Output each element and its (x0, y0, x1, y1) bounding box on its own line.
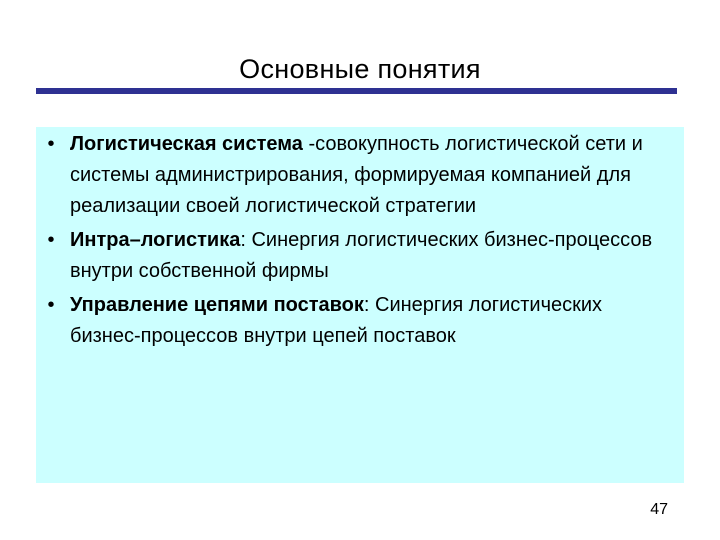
bullet-text: : Синергия логистических бизнес-процессов внутри собственной фирмы (70, 229, 653, 282)
page-number: 47 (650, 501, 668, 518)
bullet-term: Логистическая система (70, 133, 303, 155)
bullet-item-supply-chain (36, 290, 656, 352)
slide-title: Основные понятия (239, 54, 481, 84)
bullet-term: Управление цепями поставок (70, 294, 364, 316)
title-underline (36, 88, 677, 94)
bullet-text: : Синергия логистических бизнес-процессов внутри цепей поставок (70, 294, 603, 347)
content-panel (36, 127, 684, 483)
bullet-icon: • (47, 294, 55, 316)
bullet-icon: • (47, 229, 55, 251)
bullet-list (36, 129, 656, 355)
bullet-item-logistics-system (36, 129, 656, 222)
bullet-term: Интра–логистика (70, 229, 241, 251)
bullet-item-intra-logistics (36, 225, 656, 287)
bullet-text: -совокупность логистической сети и системы администрирования, формируемая компанией для реализации своей логистической стратегии (70, 133, 643, 217)
bullet-icon: • (47, 133, 55, 155)
